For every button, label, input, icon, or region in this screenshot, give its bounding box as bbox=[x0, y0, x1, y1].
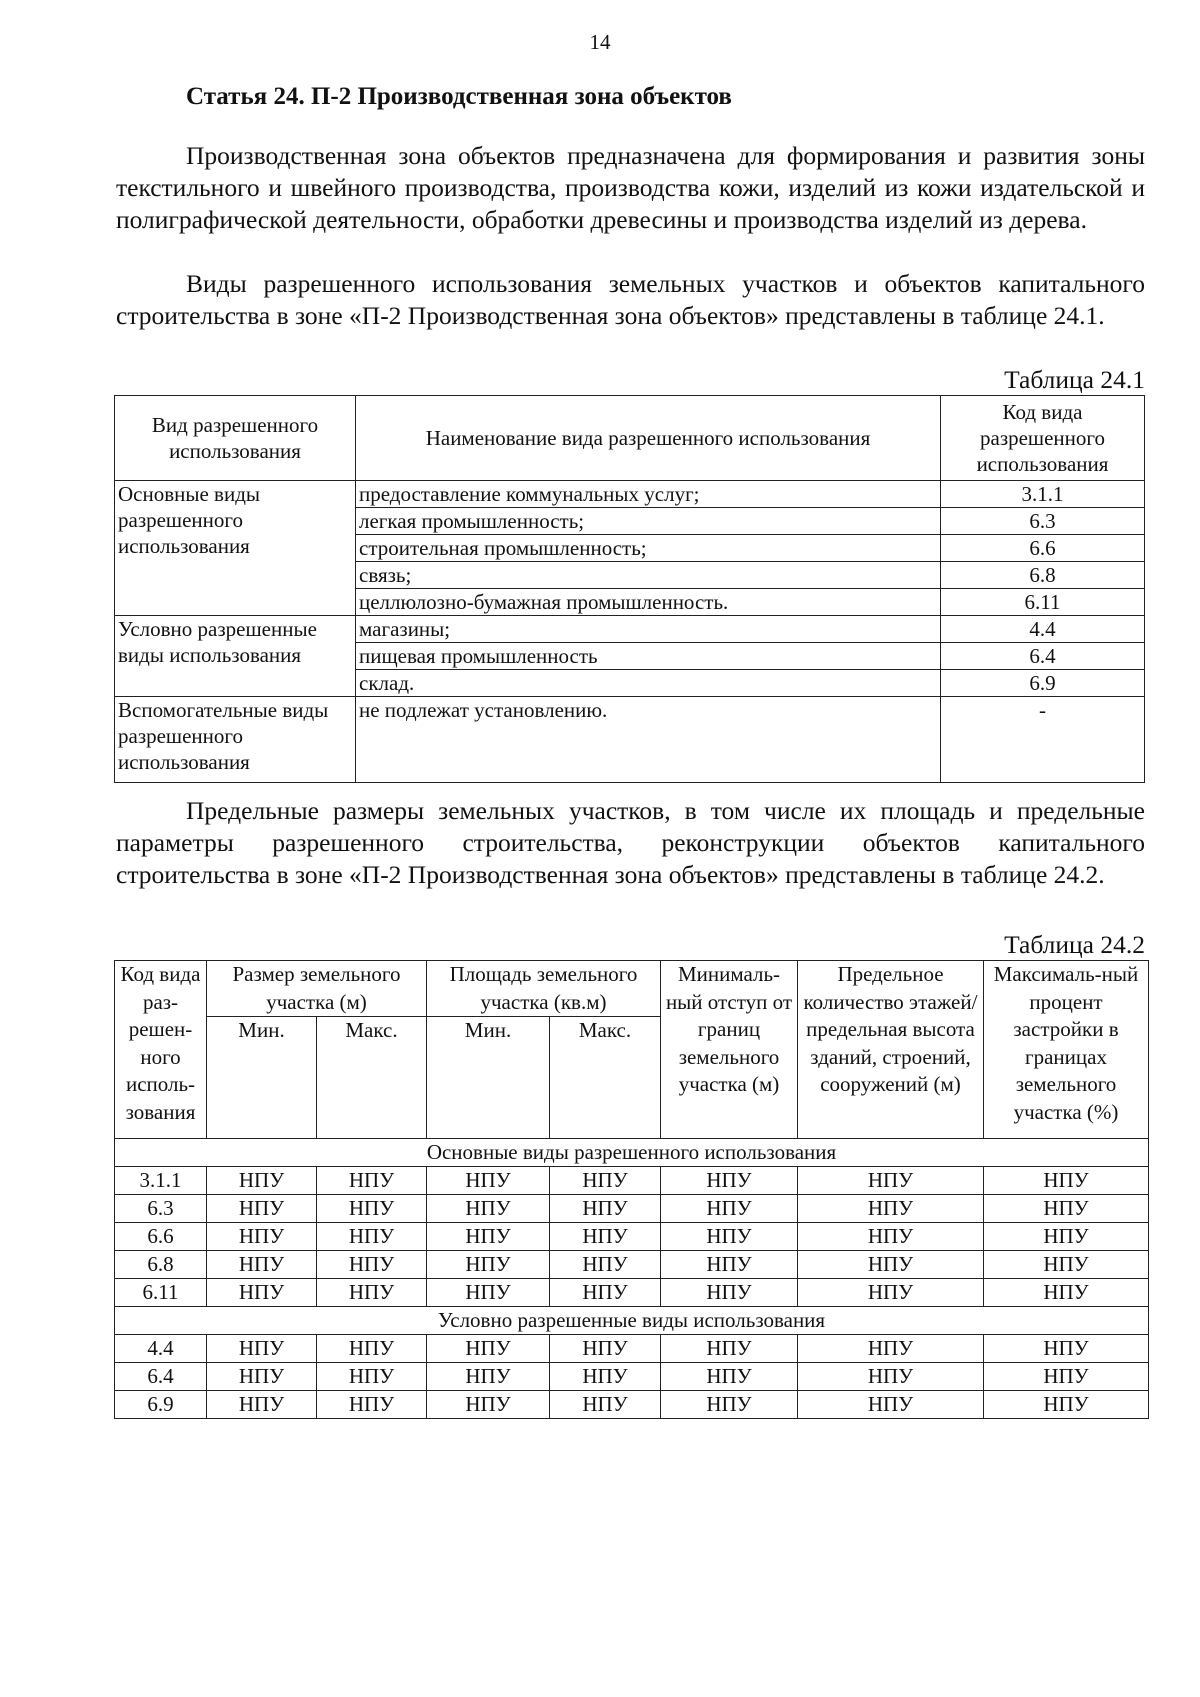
table-row bbox=[115, 481, 1145, 508]
table1-header-use-type: Вид разрешенного использования bbox=[115, 396, 356, 481]
cell-value: НПУ bbox=[550, 1279, 661, 1307]
table-row bbox=[115, 1223, 1149, 1251]
table1-intro-paragraph: Виды разрешенного использования земельных участков и объектов капитального строительства в зоне «П-2 Производственная зона объектов» представлены в таблице 24.1. bbox=[116, 269, 1145, 330]
table-row bbox=[115, 1195, 1149, 1223]
table2-header-size-max: Макс. bbox=[317, 1017, 427, 1139]
cell-value: НПУ bbox=[550, 1391, 661, 1419]
row-code: 6.6 bbox=[115, 1223, 207, 1251]
cell-value: НПУ bbox=[207, 1279, 317, 1307]
cell-value: НПУ bbox=[207, 1335, 317, 1363]
cell-value: НПУ bbox=[984, 1195, 1149, 1223]
cell-value: НПУ bbox=[798, 1391, 984, 1419]
page-number: 14 bbox=[589, 30, 611, 54]
section-title: Основные виды разрешенного использования bbox=[115, 1139, 1149, 1167]
article-heading: Статья 24. П-2 Производственная зона объектов bbox=[186, 83, 732, 110]
cell-value: НПУ bbox=[798, 1223, 984, 1251]
section-row bbox=[115, 1139, 1149, 1167]
cell-value: НПУ bbox=[550, 1251, 661, 1279]
use-code: - bbox=[941, 697, 1145, 783]
cell-value: НПУ bbox=[427, 1335, 550, 1363]
cell-value: НПУ bbox=[427, 1223, 550, 1251]
cell-value: НПУ bbox=[798, 1167, 984, 1195]
row-code: 6.9 bbox=[115, 1391, 207, 1419]
table2-header-code: Код вида раз-решен-ного исполь-зования bbox=[115, 961, 207, 1139]
table2-header-area-min: Мин. bbox=[427, 1017, 550, 1139]
cell-value: НПУ bbox=[427, 1251, 550, 1279]
use-name: склад. bbox=[356, 670, 941, 697]
cell-value: НПУ bbox=[798, 1363, 984, 1391]
table-row bbox=[115, 1335, 1149, 1363]
cell-value: НПУ bbox=[984, 1391, 1149, 1419]
cell-value: НПУ bbox=[317, 1223, 427, 1251]
cell-value: НПУ bbox=[661, 1167, 798, 1195]
table2-header-plot-area: Площадь земельного участка (кв.м) bbox=[427, 961, 661, 1017]
cell-value: НПУ bbox=[317, 1167, 427, 1195]
table-row bbox=[115, 1363, 1149, 1391]
group-label: Основные виды разрешенного использования bbox=[115, 481, 356, 616]
table1-header-use-code: Код вида разрешенного использования bbox=[941, 396, 1145, 481]
use-name: легкая промышленность; bbox=[356, 508, 941, 535]
use-code: 6.8 bbox=[941, 562, 1145, 589]
cell-value: НПУ bbox=[984, 1167, 1149, 1195]
use-name: связь; bbox=[356, 562, 941, 589]
use-code: 6.6 bbox=[941, 535, 1145, 562]
table-row bbox=[115, 616, 1145, 643]
use-name: целлюлозно-бумажная промышленность. bbox=[356, 589, 941, 616]
table2-header-floors: Предельное количество этажей/ предельная высота зданий, строений, сооружений (м) bbox=[798, 961, 984, 1139]
table2-header-row bbox=[115, 961, 1149, 1017]
use-code: 3.1.1 bbox=[941, 481, 1145, 508]
cell-value: НПУ bbox=[427, 1391, 550, 1419]
table2-caption: Таблица 24.2 bbox=[1004, 930, 1145, 959]
cell-value: НПУ bbox=[207, 1251, 317, 1279]
intro-paragraph: Производственная зона объектов предназначена для формирования и развития зоны текстильного и швейного производства, производства кожи, изделий из кожи издательской и полиграфической деятельности, обработки древесины и производства изделий из дерева. bbox=[116, 141, 1145, 234]
table1-header-use-name: Наименование вида разрешенного использования bbox=[356, 396, 941, 481]
use-code: 6.11 bbox=[941, 589, 1145, 616]
table-row bbox=[115, 1279, 1149, 1307]
cell-value: НПУ bbox=[984, 1223, 1149, 1251]
cell-value: НПУ bbox=[798, 1195, 984, 1223]
table-row bbox=[115, 1391, 1149, 1419]
cell-value: НПУ bbox=[317, 1335, 427, 1363]
cell-value: НПУ bbox=[427, 1363, 550, 1391]
table-row bbox=[115, 1251, 1149, 1279]
section-title: Условно разрешенные виды использования bbox=[115, 1307, 1149, 1335]
cell-value: НПУ bbox=[798, 1279, 984, 1307]
cell-value: НПУ bbox=[798, 1251, 984, 1279]
use-code: 6.3 bbox=[941, 508, 1145, 535]
use-name: магазины; bbox=[356, 616, 941, 643]
cell-value: НПУ bbox=[984, 1251, 1149, 1279]
use-name: предоставление коммунальных услуг; bbox=[356, 481, 941, 508]
cell-value: НПУ bbox=[550, 1167, 661, 1195]
cell-value: НПУ bbox=[984, 1279, 1149, 1307]
table2-header-setback: Минималь-ный отступ от границ земельного участка (м) bbox=[661, 961, 798, 1139]
cell-value: НПУ bbox=[207, 1223, 317, 1251]
cell-value: НПУ bbox=[661, 1363, 798, 1391]
cell-value: НПУ bbox=[207, 1195, 317, 1223]
cell-value: НПУ bbox=[317, 1391, 427, 1419]
permitted-use-table bbox=[114, 395, 1145, 783]
group-label: Вспомогательные виды разрешенного использования bbox=[115, 697, 356, 783]
table-row bbox=[115, 1167, 1149, 1195]
cell-value: НПУ bbox=[317, 1363, 427, 1391]
cell-value: НПУ bbox=[798, 1335, 984, 1363]
use-code: 4.4 bbox=[941, 616, 1145, 643]
cell-value: НПУ bbox=[550, 1363, 661, 1391]
cell-value: НПУ bbox=[661, 1223, 798, 1251]
use-name: пищевая промышленность bbox=[356, 643, 941, 670]
cell-value: НПУ bbox=[661, 1279, 798, 1307]
table-row bbox=[115, 697, 1145, 783]
cell-value: НПУ bbox=[317, 1195, 427, 1223]
cell-value: НПУ bbox=[207, 1363, 317, 1391]
table2-header-size-min: Мин. bbox=[207, 1017, 317, 1139]
section-row bbox=[115, 1307, 1149, 1335]
use-code: 6.9 bbox=[941, 670, 1145, 697]
cell-value: НПУ bbox=[550, 1223, 661, 1251]
use-code: 6.4 bbox=[941, 643, 1145, 670]
plot-parameters-table bbox=[114, 960, 1149, 1419]
cell-value: НПУ bbox=[550, 1335, 661, 1363]
cell-value: НПУ bbox=[427, 1167, 550, 1195]
table2-header-area-max: Макс. bbox=[550, 1017, 661, 1139]
cell-value: НПУ bbox=[427, 1279, 550, 1307]
cell-value: НПУ bbox=[550, 1195, 661, 1223]
cell-value: НПУ bbox=[661, 1251, 798, 1279]
cell-value: НПУ bbox=[207, 1391, 317, 1419]
row-code: 6.4 bbox=[115, 1363, 207, 1391]
row-code: 3.1.1 bbox=[115, 1167, 207, 1195]
cell-value: НПУ bbox=[984, 1335, 1149, 1363]
cell-value: НПУ bbox=[984, 1363, 1149, 1391]
table2-header-plot-size: Размер земельного участка (м) bbox=[207, 961, 427, 1017]
table2-intro-paragraph: Предельные размеры земельных участков, в том числе их площадь и предельные параметры разрешенного строительства, реконструкции объектов капитального строительства в зоне «П-2 Производственная зона объектов» представлены в таблице 24.2. bbox=[116, 796, 1145, 889]
group-label: Условно разрешенные виды использования bbox=[115, 616, 356, 697]
table1-caption: Таблица 24.1 bbox=[1004, 365, 1145, 394]
cell-value: НПУ bbox=[427, 1195, 550, 1223]
row-code: 6.8 bbox=[115, 1251, 207, 1279]
table1-header-row bbox=[115, 396, 1145, 481]
row-code: 6.11 bbox=[115, 1279, 207, 1307]
table2-header-coverage: Максималь-ный процент застройки в границах земельного участка (%) bbox=[984, 961, 1149, 1139]
use-name: строительная промышленность; bbox=[356, 535, 941, 562]
use-name: не подлежат установлению. bbox=[356, 697, 941, 783]
cell-value: НПУ bbox=[317, 1279, 427, 1307]
cell-value: НПУ bbox=[661, 1195, 798, 1223]
cell-value: НПУ bbox=[661, 1391, 798, 1419]
cell-value: НПУ bbox=[661, 1335, 798, 1363]
cell-value: НПУ bbox=[317, 1251, 427, 1279]
cell-value: НПУ bbox=[207, 1167, 317, 1195]
row-code: 6.3 bbox=[115, 1195, 207, 1223]
row-code: 4.4 bbox=[115, 1335, 207, 1363]
